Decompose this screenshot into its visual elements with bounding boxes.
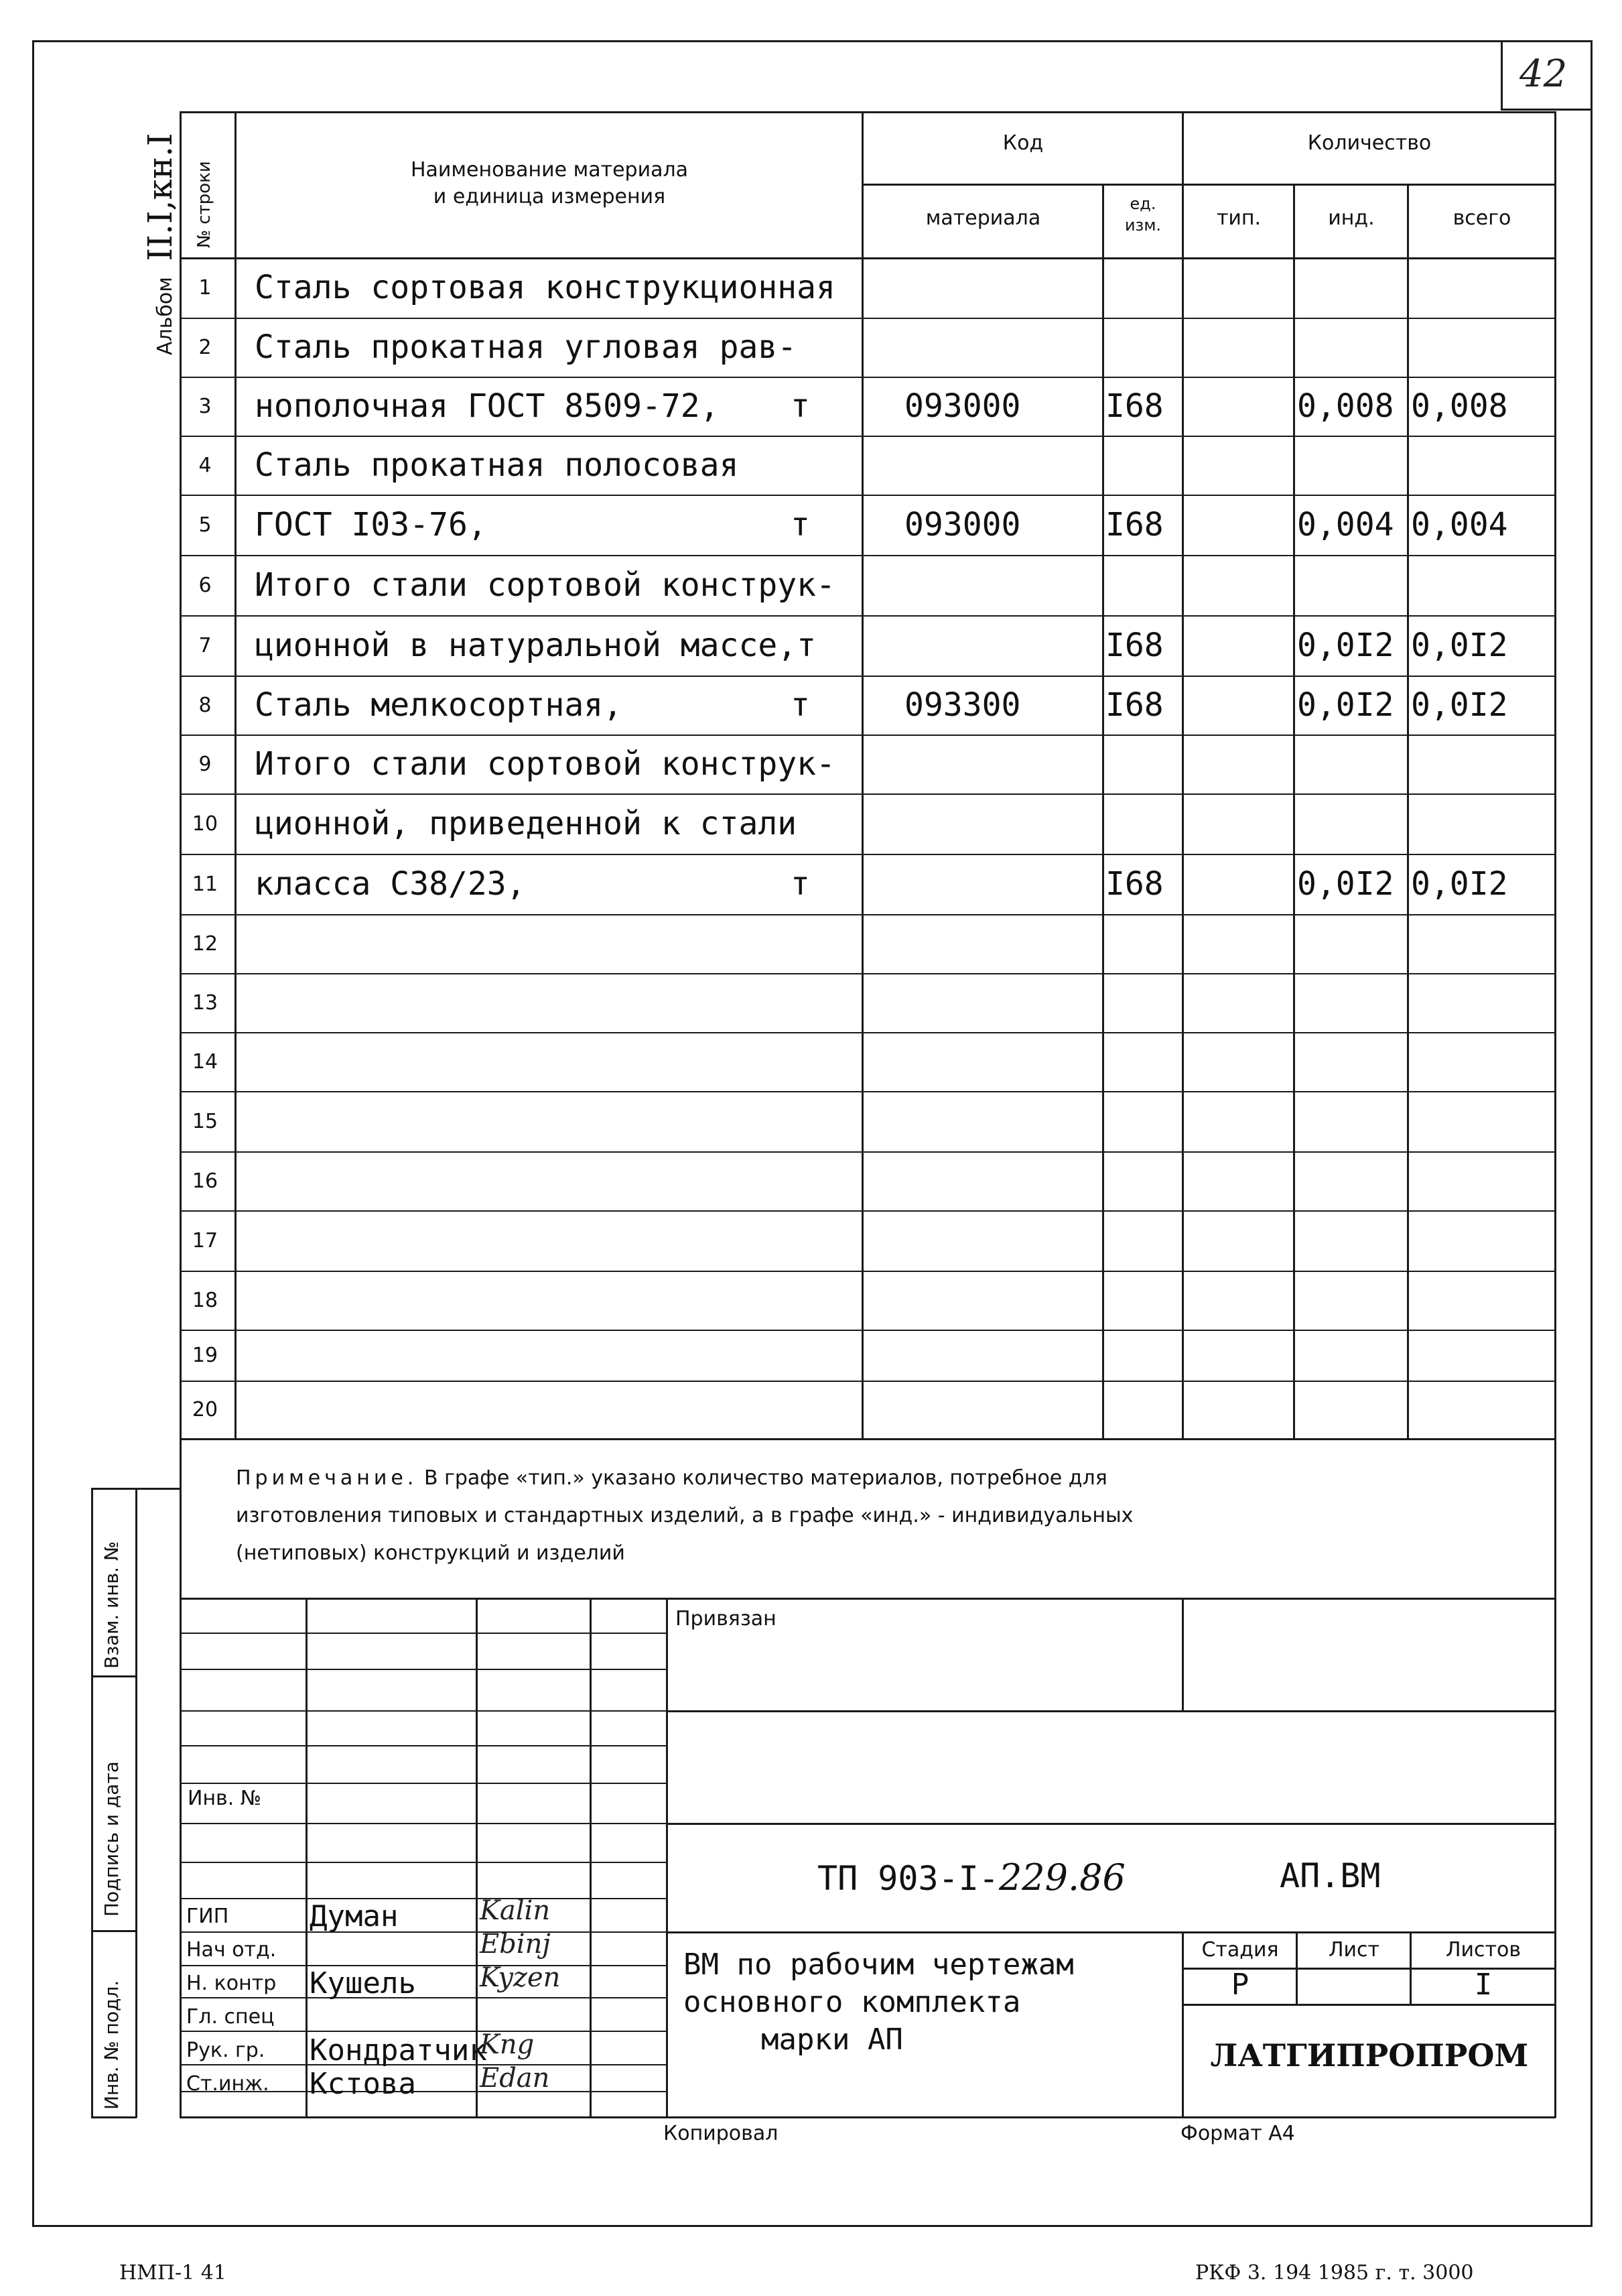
frame-left	[32, 40, 34, 2227]
side-strip-bottom	[91, 2116, 137, 2118]
role-signature: Edan	[480, 2063, 550, 2094]
note-line-2: изготовления типовых и стандартных изделий, а в графе «инд.» - индивидуальных	[236, 1504, 1134, 1527]
row-number: 10	[192, 812, 218, 836]
row-number: 5	[198, 513, 212, 537]
row-number: 12	[192, 932, 218, 956]
header-unit-2: изм.	[1124, 216, 1162, 235]
row-name: Сталь прокатная полосовая	[255, 446, 739, 484]
role-name: Кондратчик	[310, 2033, 487, 2067]
tb-bottom	[180, 2116, 1556, 2118]
frame-top	[32, 40, 1592, 42]
page-number-box-left	[1501, 40, 1503, 111]
tb-privyazan-bottom	[666, 1710, 1556, 1712]
row-name: класса С38/23,	[255, 865, 526, 903]
doc-code-print: ТП 903-I-	[817, 1859, 999, 1898]
footer-right: РКФ 3. 194 1985 г. т. 3000	[1195, 2261, 1474, 2285]
tb-grid-row	[181, 1862, 666, 1863]
header-sub-line	[862, 184, 1556, 186]
row-unit-letter: т	[791, 865, 810, 903]
doc-code	[817, 1856, 1126, 1899]
row-number: 4	[198, 454, 212, 477]
copied-label: Копировал	[663, 2122, 779, 2145]
note-line-3: (нетиповых) конструкций и изделий	[236, 1541, 625, 1565]
row-total: 0,0I2	[1411, 686, 1508, 724]
tb-grid-row	[181, 1997, 666, 1998]
row-divider	[181, 676, 1556, 677]
row-unit-code: I68	[1105, 865, 1164, 903]
row-number: 11	[192, 873, 218, 896]
tb-col-1	[306, 1598, 308, 2118]
side-strip-left	[91, 1488, 93, 2118]
col-rownum-divider	[234, 111, 236, 1438]
row-ind: 0,008	[1297, 387, 1394, 425]
col-material-divider	[1102, 184, 1104, 1438]
table-body-bottom	[181, 1438, 1556, 1440]
page-number: 42	[1519, 52, 1568, 96]
row-divider	[181, 854, 1556, 855]
header-unit: ед.	[1130, 194, 1156, 213]
page-number-box-bottom	[1501, 109, 1592, 111]
row-total: 0,0I2	[1411, 865, 1508, 903]
role-label: Рук. гр.	[186, 2039, 265, 2062]
header-typ: тип.	[1216, 206, 1262, 230]
tb-stage-value-line	[1182, 2004, 1556, 2006]
header-name: Наименование материала	[410, 158, 689, 182]
sheets-value: I	[1474, 1968, 1493, 2002]
row-unit-letter: т	[791, 686, 810, 724]
note-block	[236, 1460, 1549, 1572]
stage-label: Стадия	[1201, 1938, 1279, 1962]
header-name-2: и единица измерения	[433, 185, 666, 208]
header-ind: инд.	[1328, 206, 1375, 230]
role-name: Кушель	[310, 1966, 416, 2000]
tb-right	[1554, 1598, 1556, 2118]
role-label: Гл. спец	[186, 2005, 275, 2029]
side-strip-right	[135, 1488, 137, 2118]
row-number: 20	[192, 1398, 218, 1421]
role-label: ГИП	[186, 1905, 229, 1928]
row-divider	[181, 1381, 1556, 1382]
role-name: Думан	[310, 1899, 399, 1933]
row-unit-letter: т	[791, 387, 810, 425]
doc-code-hand: 229.86	[998, 1856, 1126, 1899]
col-typ-divider	[1293, 184, 1295, 1438]
sheet-label: Лист	[1328, 1938, 1380, 1962]
row-ind: 0,0I2	[1297, 627, 1394, 664]
note-label: Примечание.	[236, 1466, 418, 1490]
row-divider	[181, 436, 1556, 437]
row-code: 093000	[904, 387, 1021, 425]
org-name: ЛАТГИПРОПРОМ	[1210, 2037, 1529, 2074]
role-label: Н. контр	[186, 1972, 277, 1995]
tb-sheet-divider	[1296, 1931, 1298, 2005]
row-total: 0,004	[1411, 506, 1508, 544]
row-ind: 0,0I2	[1297, 686, 1394, 724]
row-divider	[181, 615, 1556, 617]
side-divider-1	[91, 1675, 137, 1677]
row-name: Итого стали сортовой конструк-	[255, 745, 835, 783]
frame-right	[1591, 40, 1593, 2227]
doc-title	[683, 1946, 1074, 2059]
row-divider	[181, 1151, 1556, 1153]
role-signature: Kyzen	[480, 1962, 561, 1993]
footer-left: НМП-1 41	[119, 2261, 226, 2285]
tb-sheets-divider	[1410, 1931, 1412, 2005]
row-number: 9	[198, 753, 212, 776]
row-number: 8	[198, 694, 212, 717]
row-divider	[181, 793, 1556, 795]
role-name: Кстова	[310, 2067, 416, 2101]
header-row-no: № строки	[194, 161, 214, 248]
tb-grid-row	[181, 2031, 666, 2032]
row-name: нополочная ГОСТ 8509-72,	[255, 387, 720, 425]
row-divider	[181, 377, 1556, 378]
row-name: Сталь мелкосортная,	[255, 686, 623, 724]
row-total: 0,0I2	[1411, 627, 1508, 664]
row-name: Сталь сортовая конструкционная	[255, 269, 835, 306]
doc-title-3: марки АП	[761, 2023, 903, 2057]
row-number: 16	[192, 1169, 218, 1193]
tb-privyazan-divider	[1182, 1598, 1184, 1712]
row-number: 18	[192, 1289, 218, 1312]
tb-grid-row	[181, 1931, 666, 1933]
table-top	[181, 111, 1556, 113]
row-unit-code: I68	[1105, 387, 1164, 425]
header-material: материала	[925, 206, 1041, 230]
row-name: Итого стали сортовой конструк-	[255, 566, 835, 604]
frame-bottom	[32, 2225, 1592, 2227]
row-unit-code: I68	[1105, 686, 1164, 724]
tb-stage-divider	[1182, 1931, 1184, 2118]
side-inv: Инв. № подл.	[100, 1980, 123, 2110]
row-name: ционной, приведенной к стали	[255, 805, 797, 842]
header-total: всего	[1452, 206, 1511, 230]
album-label-text: Альбом	[153, 277, 177, 355]
role-signature: Kalin	[480, 1895, 551, 1926]
row-number: 1	[198, 276, 212, 300]
role-signature: Ebinj	[480, 1929, 551, 1960]
tb-grid-row	[181, 1823, 666, 1824]
row-number: 7	[198, 634, 212, 657]
row-name: ГОСТ I03-76,	[255, 506, 487, 544]
side-strip-top	[91, 1488, 181, 1490]
tb-grid-row	[181, 1745, 666, 1746]
row-divider	[181, 1091, 1556, 1092]
doc-title-1: ВМ по рабочим чертежам	[683, 1948, 1074, 1982]
header-qty: Количество	[1307, 131, 1432, 155]
doc-mark: АП.ВМ	[1280, 1856, 1381, 1895]
privyazan-label: Привязан	[675, 1607, 776, 1631]
row-total: 0,008	[1411, 387, 1508, 425]
row-divider	[181, 495, 1556, 496]
note-line-1	[236, 1460, 1549, 1497]
tb-grid-row	[181, 1633, 666, 1634]
row-divider	[181, 555, 1556, 556]
row-unit-code: I68	[1105, 627, 1164, 664]
row-ind: 0,0I2	[1297, 865, 1394, 903]
row-code: 093000	[904, 506, 1021, 544]
tb-grid-row	[181, 1669, 666, 1670]
album-label	[141, 133, 180, 355]
row-divider	[181, 914, 1556, 915]
row-number: 19	[192, 1344, 218, 1367]
table-header-bottom	[181, 257, 1556, 259]
row-divider	[181, 318, 1556, 319]
row-number: 3	[198, 395, 212, 418]
row-divider	[181, 735, 1556, 736]
role-signature: Kng	[480, 2029, 535, 2060]
row-number: 17	[192, 1229, 218, 1253]
row-number: 13	[192, 991, 218, 1015]
role-label: Нач отд.	[186, 1938, 277, 1962]
tb-col-3	[590, 1598, 592, 2118]
row-name: Сталь прокатная угловая рав-	[255, 328, 797, 366]
role-label: Ст.инж.	[186, 2072, 269, 2096]
side-divider-2	[91, 1930, 137, 1932]
sheets-label: Листов	[1445, 1938, 1522, 1962]
row-divider	[181, 973, 1556, 974]
col-ind-divider	[1407, 184, 1409, 1438]
row-number: 14	[192, 1050, 218, 1074]
side-vzam: Взам. инв. №	[100, 1541, 123, 1669]
row-number: 2	[198, 336, 212, 359]
row-divider	[181, 1271, 1556, 1272]
row-divider	[181, 1032, 1556, 1033]
tb-code-top	[666, 1823, 1556, 1825]
tb-grid-row	[181, 1783, 666, 1784]
doc-title-2: основного комплекта	[683, 1985, 1021, 2019]
tb-code-bottom	[666, 1931, 1556, 1933]
tb-grid-row	[181, 1898, 666, 1899]
note-text-1: В графе «тип.» указано количество материалов, потребное для	[423, 1466, 1107, 1490]
row-unit-code: I68	[1105, 506, 1164, 544]
tb-left	[180, 1598, 182, 2118]
col-unit-divider	[1182, 111, 1184, 1438]
tb-left-part-divider	[666, 1598, 668, 2118]
album-number: II.I,кн.I	[141, 133, 180, 261]
side-podpis: Подпись и дата	[100, 1761, 123, 1917]
inv-no-label: Инв. №	[188, 1787, 262, 1810]
col-name-divider	[862, 111, 864, 1438]
stage-value: Р	[1231, 1968, 1249, 2002]
row-number: 6	[198, 574, 212, 597]
row-divider	[181, 1330, 1556, 1331]
row-code: 093300	[904, 686, 1021, 724]
format-label: Формат А4	[1180, 2122, 1295, 2145]
header-code: Код	[1002, 131, 1044, 155]
row-ind: 0,004	[1297, 506, 1394, 544]
note-bottom	[180, 1598, 1556, 1600]
row-name: ционной в натуральной массе,т	[255, 627, 817, 664]
tb-grid-row	[181, 1965, 666, 1966]
tb-grid-row	[181, 1710, 666, 1712]
row-number: 15	[192, 1110, 218, 1133]
row-divider	[181, 1210, 1556, 1212]
row-unit-letter: т	[791, 506, 810, 544]
